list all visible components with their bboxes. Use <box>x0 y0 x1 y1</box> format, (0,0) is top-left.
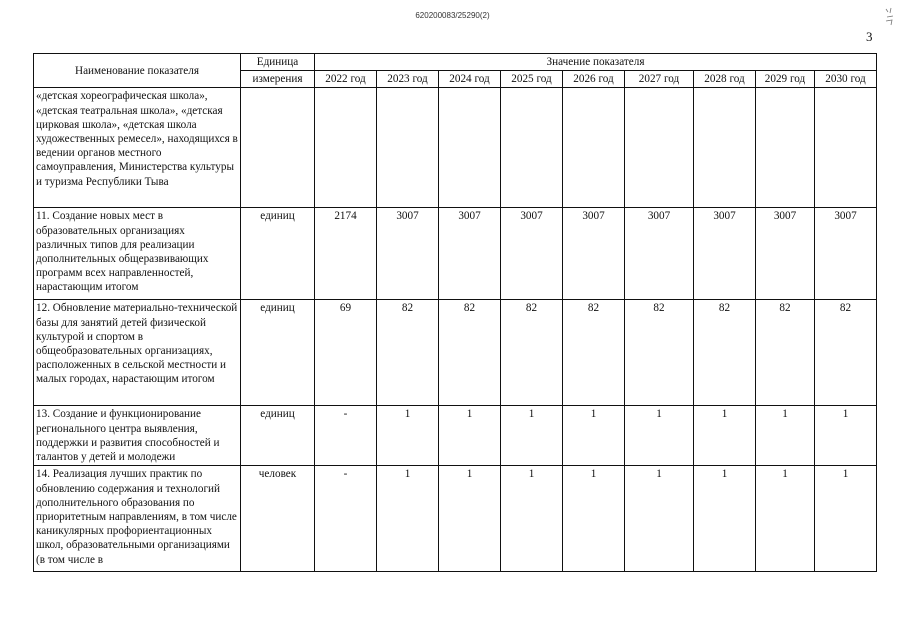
header-year: 2029 год <box>756 71 815 88</box>
header-year: 2023 год <box>377 71 439 88</box>
header-year: 2027 год <box>625 71 694 88</box>
value-cell: 3007 <box>625 208 694 300</box>
header-values-group: Значение показателя <box>315 54 877 71</box>
value-cell <box>815 88 877 208</box>
header-indicator-name: Наименование показателя <box>34 54 241 88</box>
table-row <box>34 300 877 406</box>
page-number: 3 <box>866 29 873 44</box>
indicator-name-cell: 13. Создание и функционирование регионального центра выявления, поддержки и развития способностей и талантов у детей и молодежи <box>34 406 241 466</box>
value-cell <box>377 88 439 208</box>
value-cell: 1 <box>815 466 877 572</box>
table-row <box>34 466 877 572</box>
header-year: 2026 год <box>563 71 625 88</box>
header-year: 2030 год <box>815 71 877 88</box>
value-cell <box>439 88 501 208</box>
value-cell <box>625 88 694 208</box>
value-cell: 1 <box>377 466 439 572</box>
indicator-name-cell: 11. Создание новых мест в образовательных организациях различных типов для реализации дополнительных общеразвивающих программ всех направленностей, нарастающим итогом <box>34 208 241 300</box>
value-cell: 3007 <box>377 208 439 300</box>
header-year: 2022 год <box>315 71 377 88</box>
value-cell: 3007 <box>563 208 625 300</box>
header-year: 2025 год <box>501 71 563 88</box>
value-cell: 1 <box>756 466 815 572</box>
table-row <box>34 88 877 208</box>
value-cell: - <box>315 406 377 466</box>
value-cell: 69 <box>315 300 377 406</box>
value-cell: 1 <box>563 406 625 466</box>
value-cell: 82 <box>563 300 625 406</box>
indicator-name-cell: 14. Реализация лучших практик по обновлению содержания и технологий дополнительного образования по приоритетным направлениям, в том числе каникулярных профориентационных школ, образовательными организациями (в том числе в <box>34 466 241 572</box>
value-cell: 1 <box>501 406 563 466</box>
unit-cell: единиц <box>241 208 315 300</box>
value-cell: 1 <box>563 466 625 572</box>
value-cell: 3007 <box>501 208 563 300</box>
value-cell: 82 <box>439 300 501 406</box>
value-cell <box>315 88 377 208</box>
value-cell <box>694 88 756 208</box>
value-cell: 3007 <box>815 208 877 300</box>
indicators-table <box>33 53 877 572</box>
value-cell: 1 <box>501 466 563 572</box>
indicator-name-cell: «детская хореографическая школа», «детская театральная школа», «детская цирковая школа», «детская школа художественных ремесел», находящихся в ведении органов местного самоуправления, Министерства культуры и туризма Республики Тыва <box>34 88 241 208</box>
indicator-name-cell: 12. Обновление материально-технической базы для занятий детей физической культурой и спортом в общеобразовательных организациях, расположенных в сельской местности и малых городах, нарастающим итогом <box>34 300 241 406</box>
value-cell: 1 <box>625 466 694 572</box>
value-cell <box>563 88 625 208</box>
unit-cell <box>241 88 315 208</box>
header-year: 2024 год <box>439 71 501 88</box>
value-cell <box>756 88 815 208</box>
unit-cell: единиц <box>241 406 315 466</box>
value-cell: 1 <box>439 466 501 572</box>
value-cell: 1 <box>625 406 694 466</box>
value-cell: 82 <box>694 300 756 406</box>
header-year: 2028 год <box>694 71 756 88</box>
value-cell: 3007 <box>694 208 756 300</box>
value-cell <box>501 88 563 208</box>
value-cell: 1 <box>756 406 815 466</box>
table-row <box>34 406 877 466</box>
value-cell: 1 <box>694 466 756 572</box>
table-row <box>34 208 877 300</box>
value-cell: 82 <box>815 300 877 406</box>
value-cell: 3007 <box>439 208 501 300</box>
value-cell: - <box>315 466 377 572</box>
value-cell: 1 <box>815 406 877 466</box>
value-cell: 82 <box>377 300 439 406</box>
unit-cell: человек <box>241 466 315 572</box>
value-cell: 82 <box>756 300 815 406</box>
header-unit-line2: измерения <box>241 71 315 88</box>
value-cell: 1 <box>694 406 756 466</box>
value-cell: 3007 <box>756 208 815 300</box>
value-cell: 1 <box>377 406 439 466</box>
handwritten-mark-icon <box>883 6 897 28</box>
unit-cell: единиц <box>241 300 315 406</box>
value-cell: 82 <box>501 300 563 406</box>
document-id: 620200083/25290(2) <box>415 11 490 20</box>
value-cell: 1 <box>439 406 501 466</box>
value-cell: 2174 <box>315 208 377 300</box>
value-cell: 82 <box>625 300 694 406</box>
header-unit-line1: Единица <box>241 54 315 71</box>
